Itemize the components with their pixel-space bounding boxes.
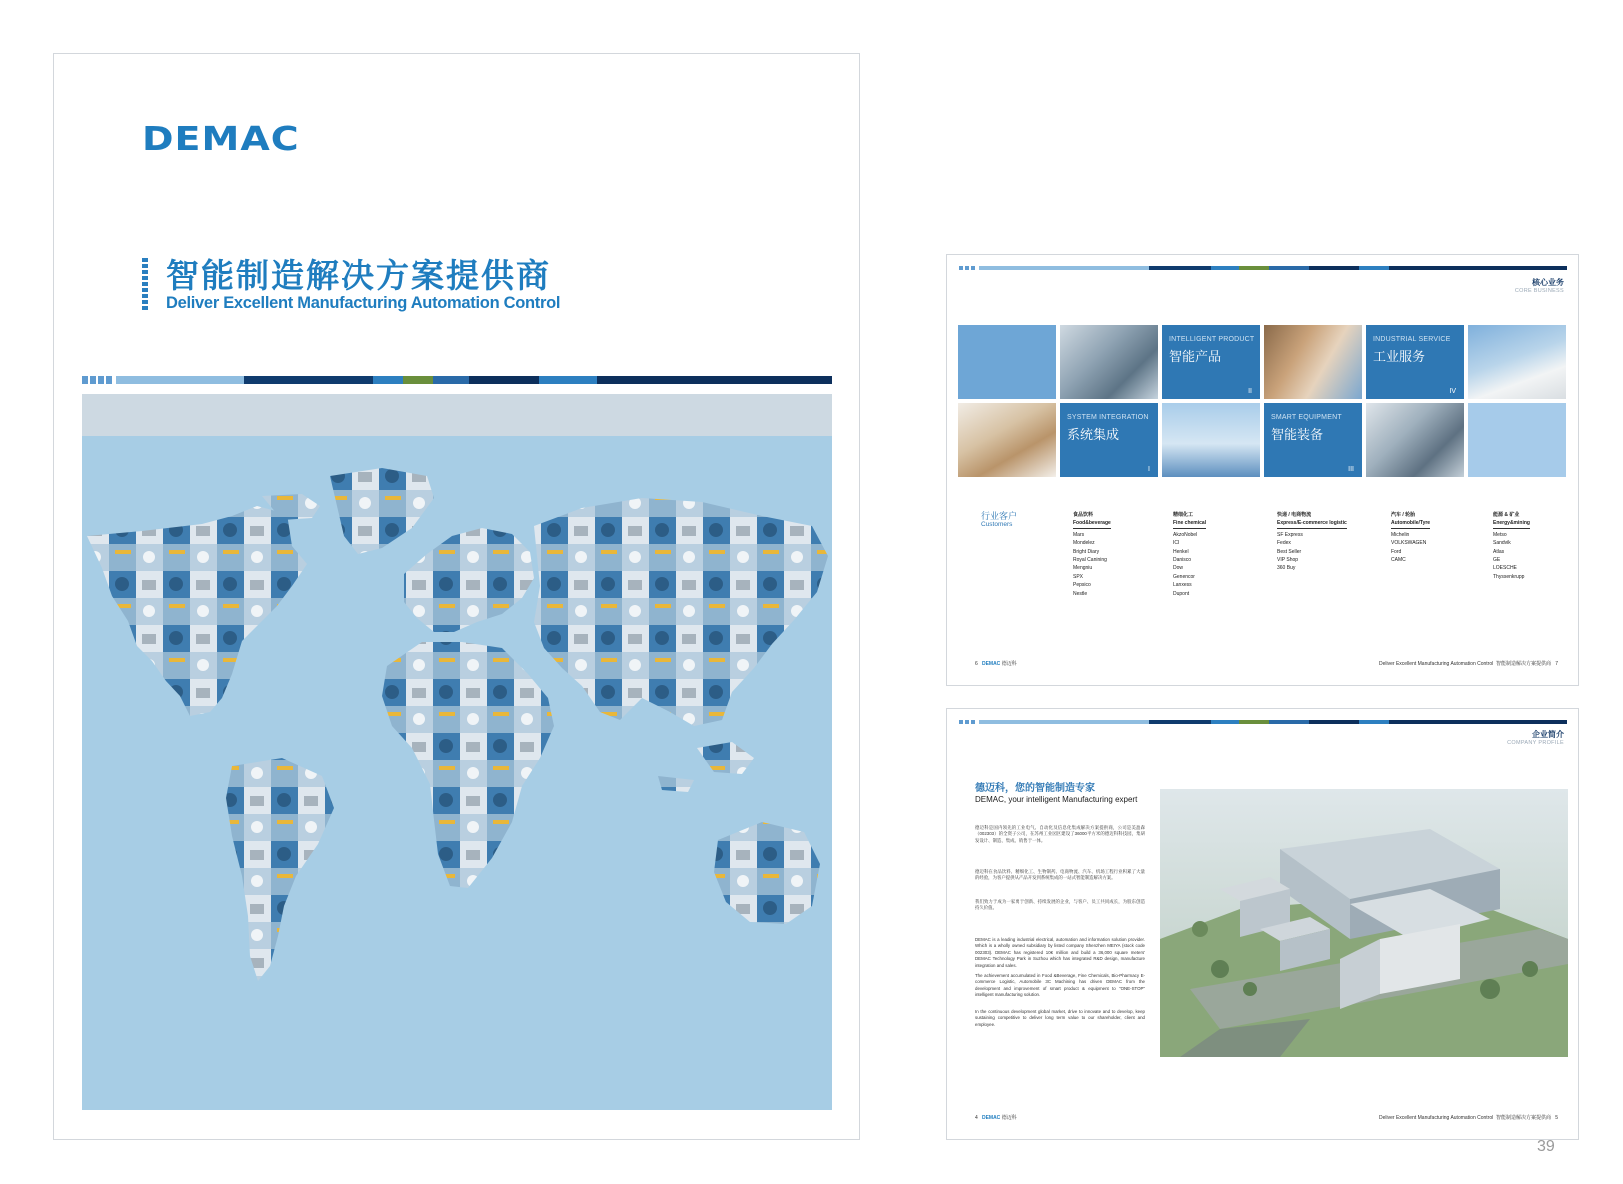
customer-column: 能源 & 矿业 Energy&mining Metso Sandvik Atlas GE LOESCHE Thyssenkrupp	[1493, 512, 1530, 580]
photo-tile	[1468, 325, 1566, 399]
tile-industrial-service: INDUSTRIAL SERVICE 工业服务 IV	[1366, 325, 1464, 399]
body-paragraph: DEMAC is a leading industrial electrical, automation and information solution provider. Which is a wholly owned subsidiary by listed company Shenzhen MEIYA (stock code 002303). DEMAC has registered 10€ million and build a 36,000 square meters' DEMAC Technology Park in Suzhou which has integrated R&D design, manufacture integration and sales.	[975, 937, 1145, 968]
photo-tile	[958, 325, 1056, 399]
world-map-panel	[82, 394, 832, 1110]
body-paragraph: In the continuous development global market, drive to innovate and to develop, keep sustaining competitive to deliver long term value to our shareholder, client and employee.	[975, 1009, 1145, 1027]
section-subtitle: COMPANY PROFILE	[1507, 740, 1564, 746]
photo-tile	[1366, 403, 1464, 477]
body-paragraph: The achievement accumulated in Food &Beverage, Fine Chemicals, Bio-Pharmacy E-commerce Logistic, Automobile 3C Machining has driven DEMAC from the development and improvement of smart product & equipment to "ONE-STOP" intelligent manufacturing solution.	[975, 973, 1145, 998]
customer-column: 快递 / 电商物流 Express/E-commerce logistic SF Express Fedex Best Seller VIP Shop 360 Buy	[1277, 512, 1347, 572]
customers-subtitle: Customers	[981, 521, 1013, 528]
brochure-cover	[53, 53, 860, 1140]
section-subtitle: CORE BUSINESS	[1514, 288, 1564, 294]
photo-tile	[1468, 403, 1566, 477]
customer-column: 食品饮料 Food&beverage Mars Mondelez Bright Diary Royal Canining Mengniu SPX Pepsico Nestle	[1073, 512, 1111, 597]
photo-tile	[958, 403, 1056, 477]
footer-right: Deliver Excellent Manufacturing Automation Control 智能制造解决方案提供商 7	[1379, 661, 1558, 667]
footer-left: 4 DEMAC 德迈科	[975, 1115, 1017, 1121]
core-business-spread	[946, 254, 1579, 686]
tile-smart-equipment: SMART EQUIPMENT 智能装备 III	[1264, 403, 1362, 477]
customer-column: 精细化工 Fine chemical AkzoNobel ICI Henkel Danisco Dow Genencor Lanxess Dupont	[1173, 512, 1207, 597]
slogan-chinese: 智能制造解决方案提供商	[166, 256, 551, 295]
headline-english: DEMAC, your intelligent Manufacturing expert	[975, 795, 1138, 804]
company-profile-spread	[946, 708, 1579, 1140]
map-header-band	[82, 394, 832, 436]
campus-aerial-image	[1160, 789, 1568, 1057]
demac-logo: DEMAC	[142, 120, 300, 158]
world-map-collage	[82, 436, 832, 1110]
photo-tile	[1264, 325, 1362, 399]
body-paragraph: 我们致力于成为一家勇于创新、持续发展的企业，与客户、员工共同成长，为股东创造持久价值。	[975, 899, 1145, 911]
customers-title: 行业客户	[981, 511, 1018, 521]
headline-chinese: 德迈科，您的智能制造专家	[975, 783, 1095, 794]
tile-system-integration: SYSTEM INTEGRATION 系统集成 I	[1060, 403, 1158, 477]
color-stripe	[959, 720, 1567, 724]
photo-tile	[1162, 403, 1260, 477]
photo-tile	[1060, 325, 1158, 399]
body-paragraph: 德迈科在食品饮料、精细化工、生物制药、电商物流、汽车、机场工程行业积累了大量的经验，为客户提供从产品开发到系统集成的一站式智能制造解决方案。	[975, 869, 1145, 881]
body-paragraph: 德迈科是国内领先的工业电气、自动化及信息化集成解决方案提供商，公司是美盈森（002303）的全资子公司，在苏州工业园区建设了36000平方米的德迈科科技园，集研发设计、制造、集成、销售于一体。	[975, 825, 1145, 843]
color-stripe	[959, 266, 1567, 270]
footer-right: Deliver Excellent Manufacturing Automation Control 智能制造解决方案提供商 5	[1379, 1115, 1558, 1121]
footer-left: 6 DEMAC 德迈科	[975, 661, 1017, 667]
color-stripe	[82, 376, 832, 384]
tile-intelligent-product: INTELLIGENT PRODUCT 智能产品 II	[1162, 325, 1260, 399]
slogan-english: Deliver Excellent Manufacturing Automation Control	[166, 294, 561, 312]
page-number: 39	[1537, 1138, 1555, 1155]
section-title: 企业简介	[1532, 730, 1564, 739]
slogan-accent-bar	[142, 258, 148, 310]
section-title: 核心业务	[1532, 278, 1564, 287]
customer-column: 汽车 / 轮胎 Automobile/Tyre Michelin VOLKSWAGEN Ford CAMC	[1391, 512, 1431, 564]
